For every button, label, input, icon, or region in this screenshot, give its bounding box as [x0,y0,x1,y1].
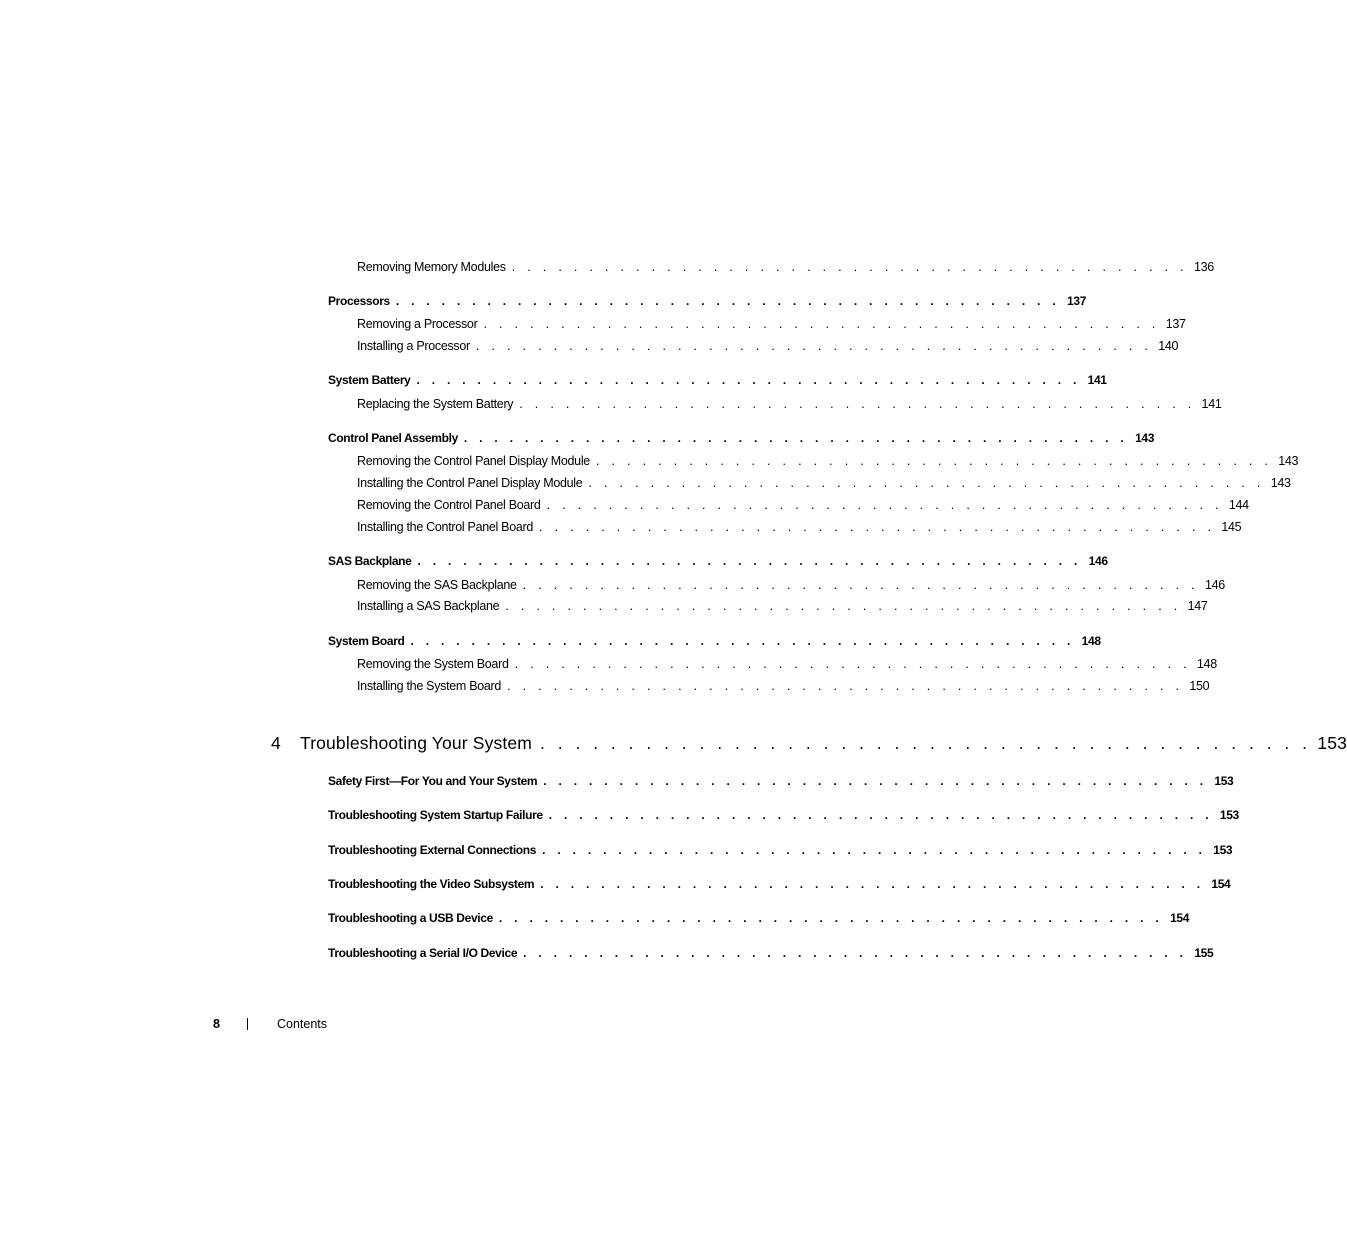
toc-entry-title: Control Panel Assembly [328,431,458,445]
toc-entry-troubleshooting-video-subsystem[interactable] [328,877,1231,891]
toc-entry-removing-control-panel-board[interactable] [357,498,1249,512]
toc-entry-page: 143 [1270,476,1291,490]
toc-entry-removing-the-system-board[interactable] [357,657,1217,671]
toc-entry-sas-backplane[interactable] [328,554,1108,568]
toc-entry-page: 143 [1278,454,1299,468]
toc-entry-page: 154 [1170,911,1190,925]
toc-entry-title: Removing the Control Panel Board [357,498,541,512]
toc-entry-page: 136 [1194,260,1214,274]
toc-entry-troubleshooting-serial-io-device[interactable] [328,946,1214,960]
toc-entry-processors[interactable] [328,294,1087,308]
toc-entry-title: Installing a Processor [357,339,470,353]
footer-section-name: Contents [277,1017,328,1031]
toc-dot-leader: . . . . . . . . . . . . . . . . . . . . . . . . . . . . . . . . . . . . . . . . . . . . [463,431,1129,445]
toc-entry-title: System Battery [328,373,411,387]
toc-dot-leader: . . . . . . . . . . . . . . . . . . . . . . . . . . . . . . . . . . . . . . . . . . . . [498,911,1164,925]
toc-entry-title: Installing the System Board [357,679,502,693]
toc-entry-page: 141 [1201,397,1222,411]
toc-entry-page: 137 [1067,294,1087,308]
toc-entry-installing-control-panel-display-module[interactable] [357,476,1291,490]
toc-dot-leader: . . . . . . . . . . . . . . . . . . . . . . . . . . . . . . . . . . . . . . . . . . . . [540,733,1312,753]
chapter-title: Troubleshooting Your System [300,733,533,753]
toc-dot-leader: . . . . . . . . . . . . . . . . . . . . . . . . . . . . . . . . . . . . . . . . . . . . [540,877,1205,891]
toc-entry-page: 140 [1158,339,1179,353]
toc-entry-installing-a-sas-backplane[interactable] [357,599,1208,613]
toc-dot-leader: . . . . . . . . . . . . . . . . . . . . . . . . . . . . . . . . . . . . . . . . . . . . [511,260,1188,274]
toc-entry-control-panel-assembly[interactable] [328,431,1155,445]
toc-entry-removing-memory-modules[interactable] [357,260,1214,274]
toc-dot-leader: . . . . . . . . . . . . . . . . . . . . . . . . . . . . . . . . . . . . . . . . . . . . [546,498,1223,512]
page-footer [213,1016,327,1031]
chapter-page: 153 [1317,733,1347,753]
toc-entry-page: 153 [1219,808,1239,822]
toc-entry-installing-control-panel-board[interactable] [357,520,1242,534]
toc-entry-title: Troubleshooting a USB Device [328,911,493,925]
toc-entry-page: 146 [1204,578,1225,592]
toc-entry-title: Removing the Control Panel Display Module [357,454,590,468]
toc-entry-title: Installing the Control Panel Board [357,520,534,534]
toc-entry-title: Removing a Processor [357,317,478,331]
toc-entry-replacing-the-system-battery[interactable] [357,397,1222,411]
toc-dot-leader: . . . . . . . . . . . . . . . . . . . . . . . . . . . . . . . . . . . . . . . . . . . . [595,454,1273,468]
toc-entry-title: Troubleshooting External Connections [328,843,537,857]
toc-entry-title: Installing the Control Panel Display Module [357,476,583,490]
toc-dot-leader: . . . . . . . . . . . . . . . . . . . . . . . . . . . . . . . . . . . . . . . . . . . . [542,843,1207,857]
toc-entry-page: 148 [1081,634,1101,648]
toc-entry-page: 154 [1211,877,1231,891]
toc-entry-page: 148 [1196,657,1217,671]
chapter-number: 4 [271,733,281,753]
toc-entry-page: 143 [1135,431,1155,445]
toc-entry-title: Troubleshooting the Video Subsystem [328,877,535,891]
toc-entry-system-board[interactable] [328,634,1101,648]
toc-dot-leader: . . . . . . . . . . . . . . . . . . . . . . . . . . . . . . . . . . . . . . . . . . . . [410,634,1075,648]
toc-entry-title: Removing the System Board [357,657,509,671]
toc-dot-leader: . . . . . . . . . . . . . . . . . . . . . . . . . . . . . . . . . . . . . . . . . . . . [514,657,1191,671]
toc-entry-title: Removing the SAS Backplane [357,578,517,592]
toc-dot-leader: . . . . . . . . . . . . . . . . . . . . . . . . . . . . . . . . . . . . . . . . . . . . [539,520,1216,534]
toc-entry-title: Replacing the System Battery [357,397,514,411]
toc-entry-title: Troubleshooting a Serial I/O Device [328,946,518,960]
toc-entry-title: Troubleshooting System Startup Failure [328,808,543,822]
toc-entry-title: SAS Backplane [328,554,412,568]
toc-dot-leader: . . . . . . . . . . . . . . . . . . . . . . . . . . . . . . . . . . . . . . . . . . . . [395,294,1061,308]
toc-entry-title: Removing Memory Modules [357,260,506,274]
toc-entry-system-battery[interactable] [328,373,1107,387]
footer-separator [247,1018,248,1030]
toc-entry-troubleshooting-external-connections[interactable] [328,843,1233,857]
toc-entry-page: 137 [1165,317,1186,331]
toc-dot-leader: . . . . . . . . . . . . . . . . . . . . . . . . . . . . . . . . . . . . . . . . . . . . [505,599,1182,613]
toc-entry-page: 147 [1187,599,1208,613]
toc-entry-removing-the-sas-backplane[interactable] [357,578,1225,592]
toc-entry-page: 144 [1228,498,1249,512]
toc-dot-leader: . . . . . . . . . . . . . . . . . . . . . . . . . . . . . . . . . . . . . . . . . . . . [416,373,1081,387]
toc-entry-page: 155 [1194,946,1214,960]
toc-entry-title: Safety First—For You and Your System [328,774,538,788]
toc-dot-leader: . . . . . . . . . . . . . . . . . . . . . . . . . . . . . . . . . . . . . . . . . . . . [519,397,1196,411]
toc-dot-leader: . . . . . . . . . . . . . . . . . . . . . . . . . . . . . . . . . . . . . . . . . . . . [522,578,1199,592]
toc-entry-page: 153 [1214,774,1234,788]
toc-entry-page: 146 [1088,554,1108,568]
toc-entry-installing-the-system-board[interactable] [357,679,1210,693]
toc-dot-leader: . . . . . . . . . . . . . . . . . . . . . . . . . . . . . . . . . . . . . . . . . . . . [417,554,1082,568]
toc-entry-removing-a-processor[interactable] [357,317,1186,331]
toc-dot-leader: . . . . . . . . . . . . . . . . . . . . . . . . . . . . . . . . . . . . . . . . . . . . [543,774,1208,788]
toc-entry-installing-a-processor[interactable] [357,339,1179,353]
toc-dot-leader: . . . . . . . . . . . . . . . . . . . . . . . . . . . . . . . . . . . . . . . . . . . . [507,679,1184,693]
toc-entry-title: System Board [328,634,405,648]
toc-entry-troubleshooting-startup-failure[interactable] [328,808,1239,822]
toc-entry-page: 145 [1221,520,1242,534]
toc-dot-leader: . . . . . . . . . . . . . . . . . . . . . . . . . . . . . . . . . . . . . . . . . . . . [548,808,1213,822]
toc-entry-title: Processors [328,294,390,308]
toc-entry-title: Installing a SAS Backplane [357,599,500,613]
toc-entry-safety-first[interactable] [328,774,1234,788]
toc-entry-troubleshooting-usb-device[interactable] [328,911,1190,925]
toc-entry-removing-control-panel-display-module[interactable] [357,454,1299,468]
toc-dot-leader: . . . . . . . . . . . . . . . . . . . . . . . . . . . . . . . . . . . . . . . . . . . . [523,946,1188,960]
toc-dot-leader: . . . . . . . . . . . . . . . . . . . . . . . . . . . . . . . . . . . . . . . . . . . . [483,317,1160,331]
toc-entry-page: 150 [1189,679,1210,693]
toc-entry-page: 141 [1087,373,1107,387]
footer-page-number: 8 [213,1017,220,1031]
toc-dot-leader: . . . . . . . . . . . . . . . . . . . . . . . . . . . . . . . . . . . . . . . . . . . . [475,339,1153,353]
toc-entry-page: 153 [1213,843,1233,857]
toc-chapter-troubleshooting-your-system[interactable] [271,733,1347,754]
toc-dot-leader: . . . . . . . . . . . . . . . . . . . . . . . . . . . . . . . . . . . . . . . . . . . . [588,476,1265,490]
